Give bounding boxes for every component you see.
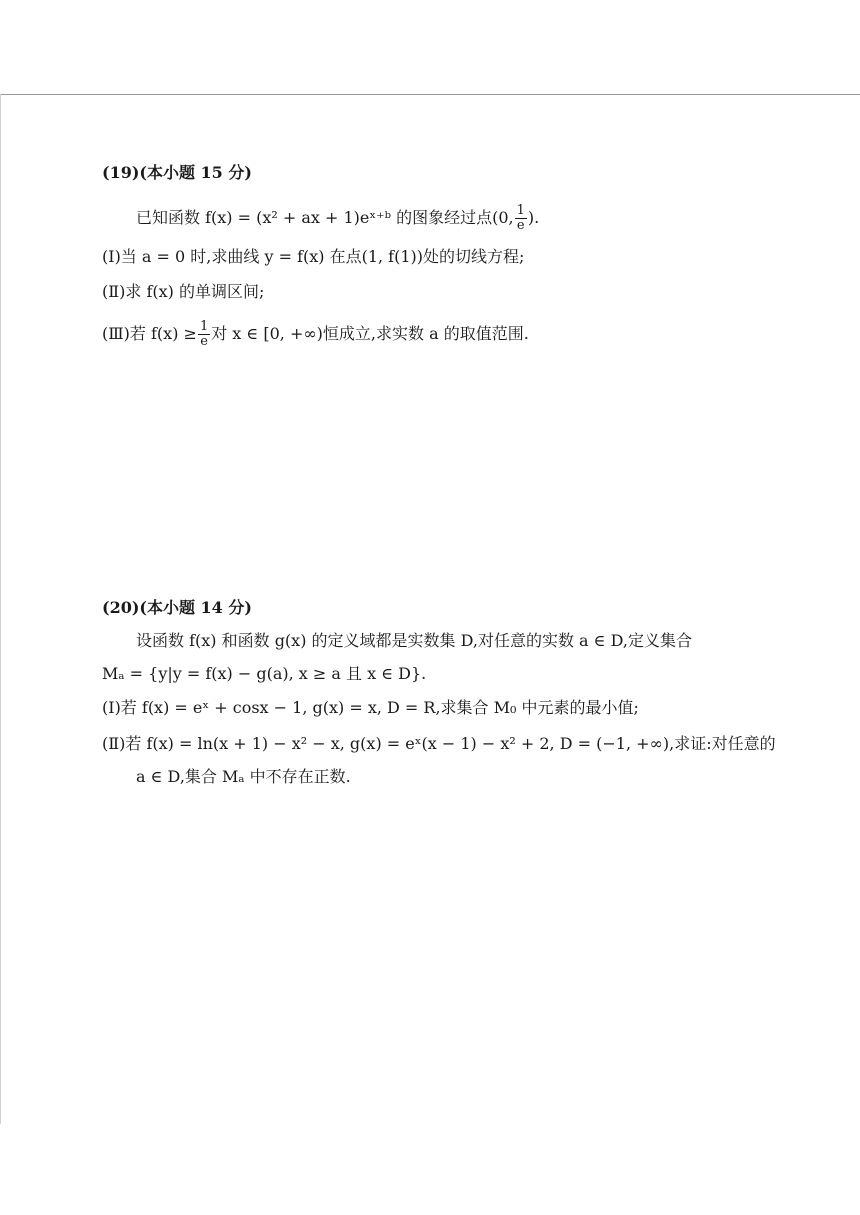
page-left-border <box>0 94 1 1124</box>
fraction-denominator: e <box>516 218 525 233</box>
problem-20-part-1: (Ⅰ)若 f(x) = eˣ + cosx − 1, g(x) = x, D = R,求集合 M₀ 中元素的最小值; <box>102 698 639 717</box>
page-top-border <box>0 94 860 95</box>
fraction-denominator: e <box>200 334 208 349</box>
problem-20-part-2-line-2: a ∈ D,集合 Mₐ 中不存在正数. <box>136 767 351 786</box>
problem-19-intro-text: 已知函数 f(x) = (x² + ax + 1)eˣ⁺ᵇ 的图象经过点(0, <box>136 208 514 227</box>
problem-20-part-2-line-1: (Ⅱ)若 f(x) = ln(x + 1) − x² − x, g(x) = eˣ(x − 1) − x² + 2, D = (−1, +∞),求证:对任意的 <box>102 734 776 753</box>
problem-19-part-2: (Ⅱ)求 f(x) 的单调区间; <box>102 282 265 301</box>
problem-19-header: (19)(本小题 15 分) <box>102 163 252 182</box>
fraction-one-over-e <box>515 204 527 233</box>
problem-20-header: (20)(本小题 14 分) <box>102 598 252 617</box>
problem-19-intro-end: ). <box>527 208 540 227</box>
fraction-numerator: 1 <box>199 319 209 334</box>
problem-20-intro-line-2: Mₐ = {y|y = f(x) − g(a), x ≥ a 且 x ∈ D}. <box>102 664 427 683</box>
fraction-numerator: 1 <box>516 203 525 218</box>
problem-19-part-3 <box>102 320 529 349</box>
problem-19-intro <box>136 204 539 233</box>
problem-20-intro-line-1: 设函数 f(x) 和函数 g(x) 的定义域都是实数集 D,对任意的实数 a ∈ D,定义集合 <box>136 631 692 650</box>
problem-19-part-3-end: 对 x ∈ [0, +∞)恒成立,求实数 a 的取值范围. <box>211 324 529 343</box>
problem-19-part-1: (Ⅰ)当 a = 0 时,求曲线 y = f(x) 在点(1, f(1))处的切线方程; <box>102 247 525 266</box>
problem-19-part-3-text: (Ⅲ)若 f(x) ≥ <box>102 324 197 343</box>
fraction-one-over-e <box>198 320 210 349</box>
